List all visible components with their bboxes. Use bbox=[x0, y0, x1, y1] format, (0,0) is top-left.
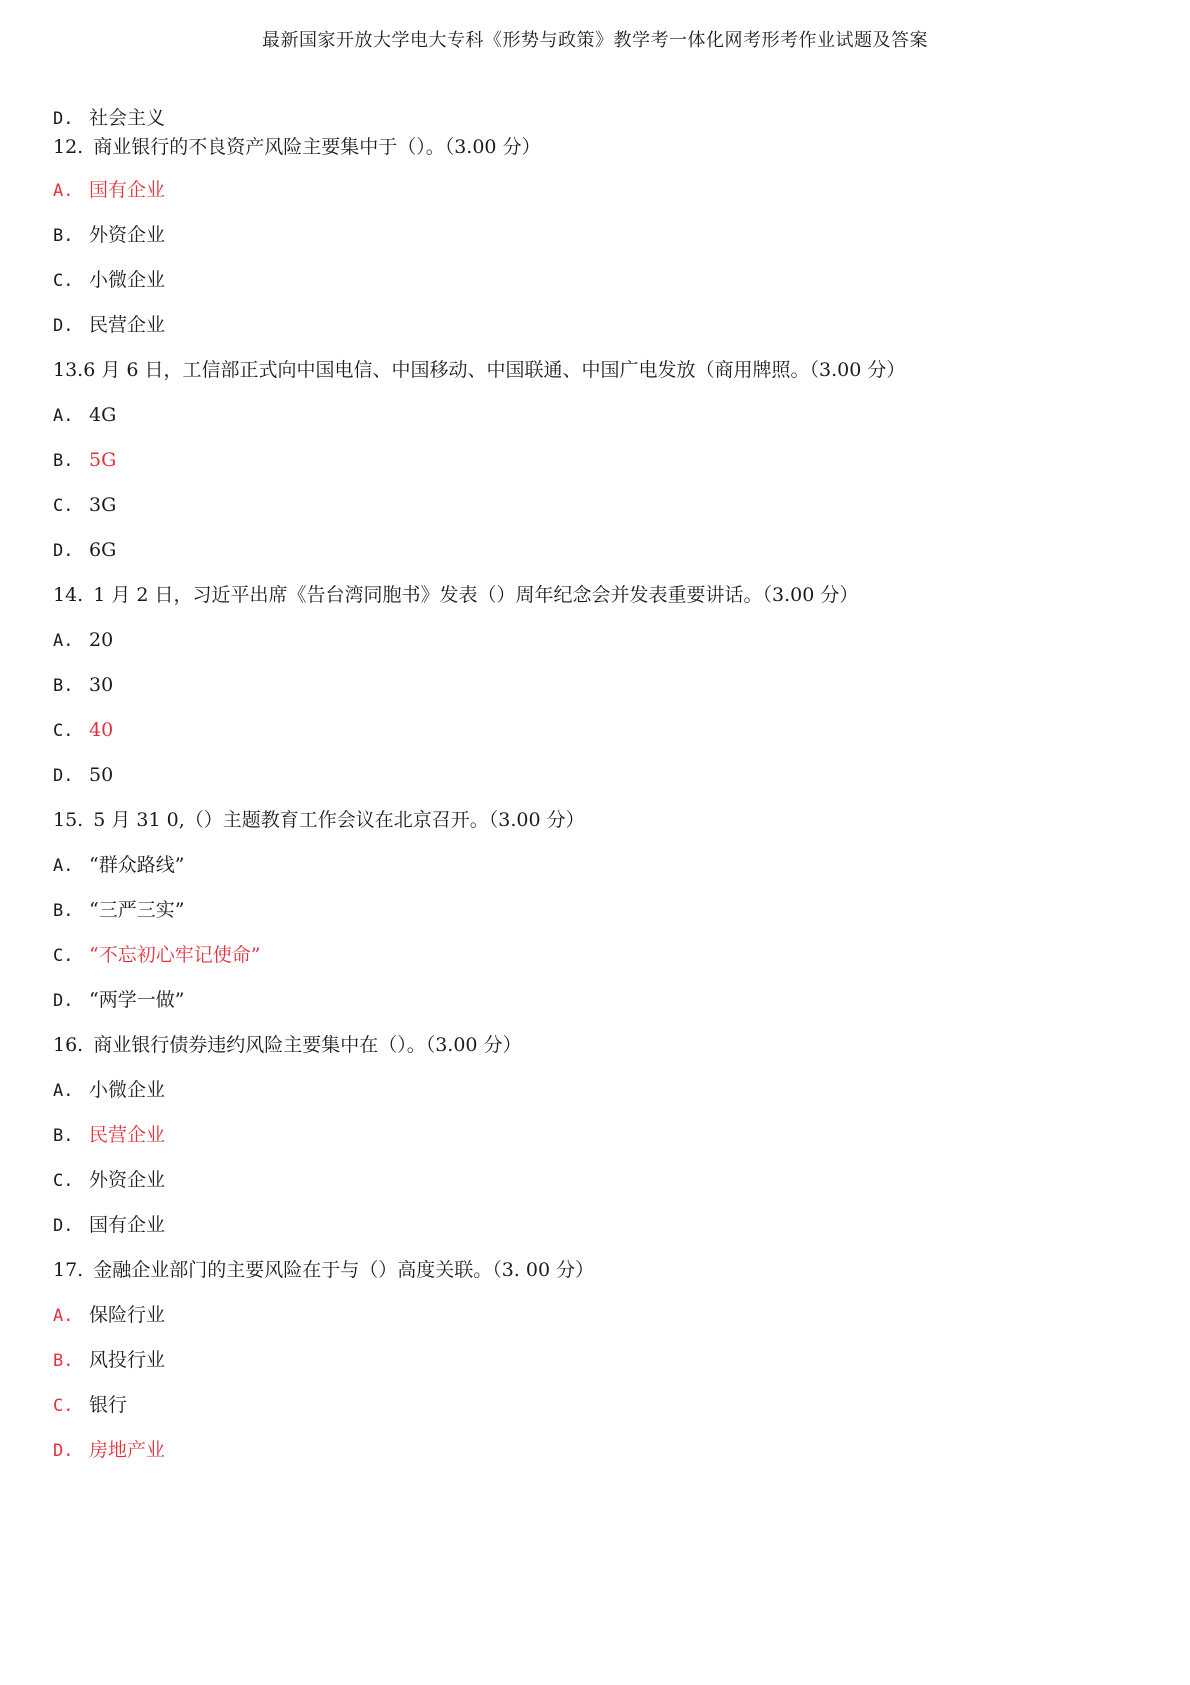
option-text: 国有企业 bbox=[89, 1214, 166, 1236]
question-text: 1 月 2 日，习近平出席《告台湾同胞书》发表（）周年纪念会并发表重要讲话。（3.00 分） bbox=[93, 584, 859, 606]
option-letter: A. bbox=[53, 1081, 74, 1101]
option-letter: B. bbox=[53, 676, 74, 696]
q13-option-b bbox=[53, 448, 116, 473]
option-letter: C. bbox=[53, 721, 74, 741]
option-letter: C. bbox=[53, 946, 74, 966]
option-text: 3G bbox=[89, 494, 117, 516]
q14-option-d bbox=[53, 763, 113, 788]
question-text: 金融企业部门的主要风险在于与（）高度关联。（3. 00 分） bbox=[93, 1259, 595, 1281]
q13-option-d bbox=[53, 538, 116, 563]
option-text: 小微企业 bbox=[89, 1079, 166, 1101]
question-15 bbox=[53, 808, 585, 832]
option-text: “群众路线” bbox=[89, 854, 185, 876]
q16-option-a bbox=[53, 1078, 165, 1103]
q14-option-c bbox=[53, 718, 113, 743]
question-number: 17. bbox=[53, 1259, 84, 1281]
option-letter: B. bbox=[53, 901, 74, 921]
option-text: 50 bbox=[89, 764, 114, 786]
option-letter: A. bbox=[53, 856, 74, 876]
option-text: 风投行业 bbox=[89, 1349, 166, 1371]
option-text: 30 bbox=[89, 674, 114, 696]
option-letter: B. bbox=[53, 1126, 74, 1146]
q16-option-b bbox=[53, 1123, 165, 1148]
document-title: 最新国家开放大学电大专科《形势与政策》教学考一体化网考形考作业试题及答案 bbox=[262, 30, 928, 51]
question-number: 12. bbox=[53, 136, 84, 158]
option-letter: D. bbox=[53, 1441, 74, 1461]
option-text: 外资企业 bbox=[89, 224, 166, 246]
q17-option-d bbox=[53, 1438, 165, 1463]
option-letter: C. bbox=[53, 496, 74, 516]
option-letter: C. bbox=[53, 271, 74, 291]
option-text: “三严三实” bbox=[89, 899, 185, 921]
q15-option-d bbox=[53, 988, 184, 1013]
q13-option-c bbox=[53, 493, 116, 518]
option-text: 民营企业 bbox=[89, 1124, 166, 1146]
question-12 bbox=[53, 135, 541, 159]
option-text: 外资企业 bbox=[89, 1169, 166, 1191]
option-letter: B. bbox=[53, 226, 74, 246]
q12-option-b bbox=[53, 223, 165, 248]
question-number: 16. bbox=[53, 1034, 84, 1056]
option-text: “不忘初心牢记使命” bbox=[89, 944, 261, 966]
option-text: 保险行业 bbox=[89, 1304, 166, 1326]
option-letter: B. bbox=[53, 1351, 74, 1371]
question-number: 13. bbox=[53, 359, 84, 381]
q17-option-b bbox=[53, 1348, 165, 1373]
question-17 bbox=[53, 1258, 594, 1282]
option-text: 社会主义 bbox=[89, 107, 166, 129]
option-text: 银行 bbox=[89, 1394, 128, 1416]
question-13 bbox=[53, 358, 905, 382]
option-letter: D. bbox=[53, 991, 74, 1011]
question-14 bbox=[53, 583, 858, 607]
option-text: 小微企业 bbox=[89, 269, 166, 291]
option-text: 20 bbox=[89, 629, 114, 651]
question-text: 6 月 6 日，工信部正式向中国电信、中国移动、中国联通、中国广电发放（商用牌照。（3.00 分） bbox=[83, 359, 906, 381]
q13-option-a bbox=[53, 403, 116, 428]
option-text: “两学一做” bbox=[89, 989, 185, 1011]
q12-option-a bbox=[53, 178, 165, 203]
option-letter: D. bbox=[53, 316, 74, 336]
option-letter: C. bbox=[53, 1171, 74, 1191]
option-text: 民营企业 bbox=[89, 314, 166, 336]
question-text: 商业银行债券违约风险主要集中在（）。（3.00 分） bbox=[93, 1034, 522, 1056]
option-letter: D. bbox=[53, 109, 74, 129]
option-letter: D. bbox=[53, 766, 74, 786]
q12-option-d bbox=[53, 313, 165, 338]
option-text: 40 bbox=[89, 719, 114, 741]
question-number: 14. bbox=[53, 584, 84, 606]
option-text: 4G bbox=[89, 404, 117, 426]
option-letter: D. bbox=[53, 541, 74, 561]
q17-option-a bbox=[53, 1303, 165, 1328]
option-letter: A. bbox=[53, 181, 74, 201]
option-letter: B. bbox=[53, 451, 74, 471]
question-number: 15. bbox=[53, 809, 84, 831]
q15-option-a bbox=[53, 853, 184, 878]
question-text: 5 月 31 0,（）主题教育工作会议在北京召开。（3.00 分） bbox=[93, 809, 585, 831]
q12-option-c bbox=[53, 268, 165, 293]
option-text: 国有企业 bbox=[89, 179, 166, 201]
option-letter: D. bbox=[53, 1216, 74, 1236]
option-letter: A. bbox=[53, 631, 74, 651]
q16-option-d bbox=[53, 1213, 165, 1238]
option-d-carryover bbox=[53, 106, 165, 131]
q17-option-c bbox=[53, 1393, 127, 1418]
q15-option-b bbox=[53, 898, 184, 923]
option-text: 5G bbox=[89, 449, 117, 471]
option-letter: A. bbox=[53, 406, 74, 426]
question-text: 商业银行的不良资产风险主要集中于（）。（3.00 分） bbox=[93, 136, 541, 158]
q14-option-b bbox=[53, 673, 113, 698]
option-letter: C. bbox=[53, 1396, 74, 1416]
question-16 bbox=[53, 1033, 522, 1057]
option-letter: A. bbox=[53, 1306, 74, 1326]
q16-option-c bbox=[53, 1168, 165, 1193]
q15-option-c bbox=[53, 943, 260, 968]
option-text: 6G bbox=[89, 539, 117, 561]
q14-option-a bbox=[53, 628, 113, 653]
option-text: 房地产业 bbox=[89, 1439, 166, 1461]
